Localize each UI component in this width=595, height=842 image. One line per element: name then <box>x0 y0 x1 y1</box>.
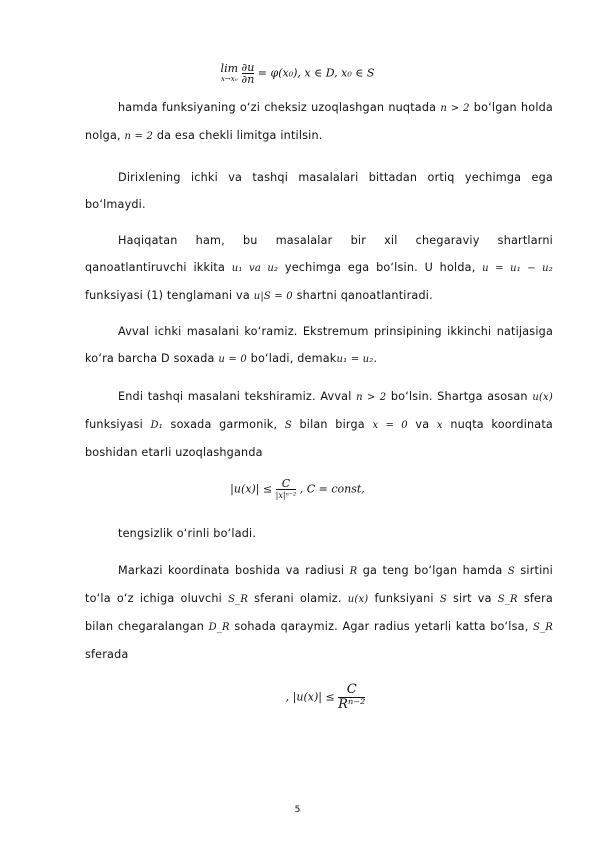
sphere-bound-fraction: $\frac{C}{\text{Rⁿ⁻²}}$ <box>338 682 366 712</box>
paragraph-1: hamda funksiyaning o‘zi cheksiz uzoqlashgan nuqtada n > 2 bo‘lgan holda nolga, n = 2 da esa chekli limitga intilsin. <box>85 101 553 142</box>
limit-formula: lim x→x₀ $\frac{\partial u}{\partial n}$ = φ(x₀), x ∈ D, x₀ ∈ S <box>220 61 375 86</box>
inequality-formula: |u(x)| ≤ $\frac{C}{\text{|x|ⁿ⁻²}}$ , C = const, <box>230 477 365 500</box>
normal-derivative: $\frac{\partial u}{\partial n}$ <box>241 61 255 86</box>
paragraph-3: Haqiqatan ham, bu masalalar bir xil chegaraviy shartlarni qanoatlantiruvchi ikkita u₁ va u₂ yechimga ega bo‘lsin. U holda, u = u₁ − u₂ funksiyasi (1) tenglamani va u|S = 0 shartni qanoatlantiradi. <box>85 234 554 302</box>
bound-fraction: $\frac{C}{\text{|x|ⁿ⁻²}}$ <box>275 477 297 500</box>
paragraph-5: Endi tashqi masalani tekshiramiz. Avval n > 2 bo‘lsin. Shartga asosan u(x) funksiyasi D₁ soxada garmonik, S bilan birga x = 0 va x nuqta koordinata boshidan etarli uzoqlashganda <box>85 390 553 459</box>
paragraph-4: Avval ichki masalani ko‘ramiz. Ekstremum prinsipining ikkinchi natijasiga ko‘ra barcha D soxada u = 0 bo‘ladi, demaku₁ = u₂. <box>85 325 553 365</box>
paragraph-6: tengsizlik o‘rinli bo‘ladi. <box>118 527 257 540</box>
sphere-bound-formula: , |u(x)| ≤ $\frac{C}{\text{Rⁿ⁻²}}$ <box>285 682 366 712</box>
paragraph-7: Markazi koordinata boshida va radiusi R ga teng bo‘lgan hamda S sirtini to‘la o‘z ichiga oluvchi S_R sferani olamiz. u(x) funksiyani S sirt va S_R sfera bilan chegaralangan D_R sohada qaraymiz. Agar radius yetarli katta bo‘lsa, S_R sferada <box>85 564 553 661</box>
paragraph-2: Dirixlening ichki va tashqi masalalari bittadan ortiq yechimga ega bo‘lmaydi. <box>85 171 553 211</box>
lim-operator: lim x→x₀ <box>220 61 239 83</box>
page-number: 5 <box>294 805 301 815</box>
